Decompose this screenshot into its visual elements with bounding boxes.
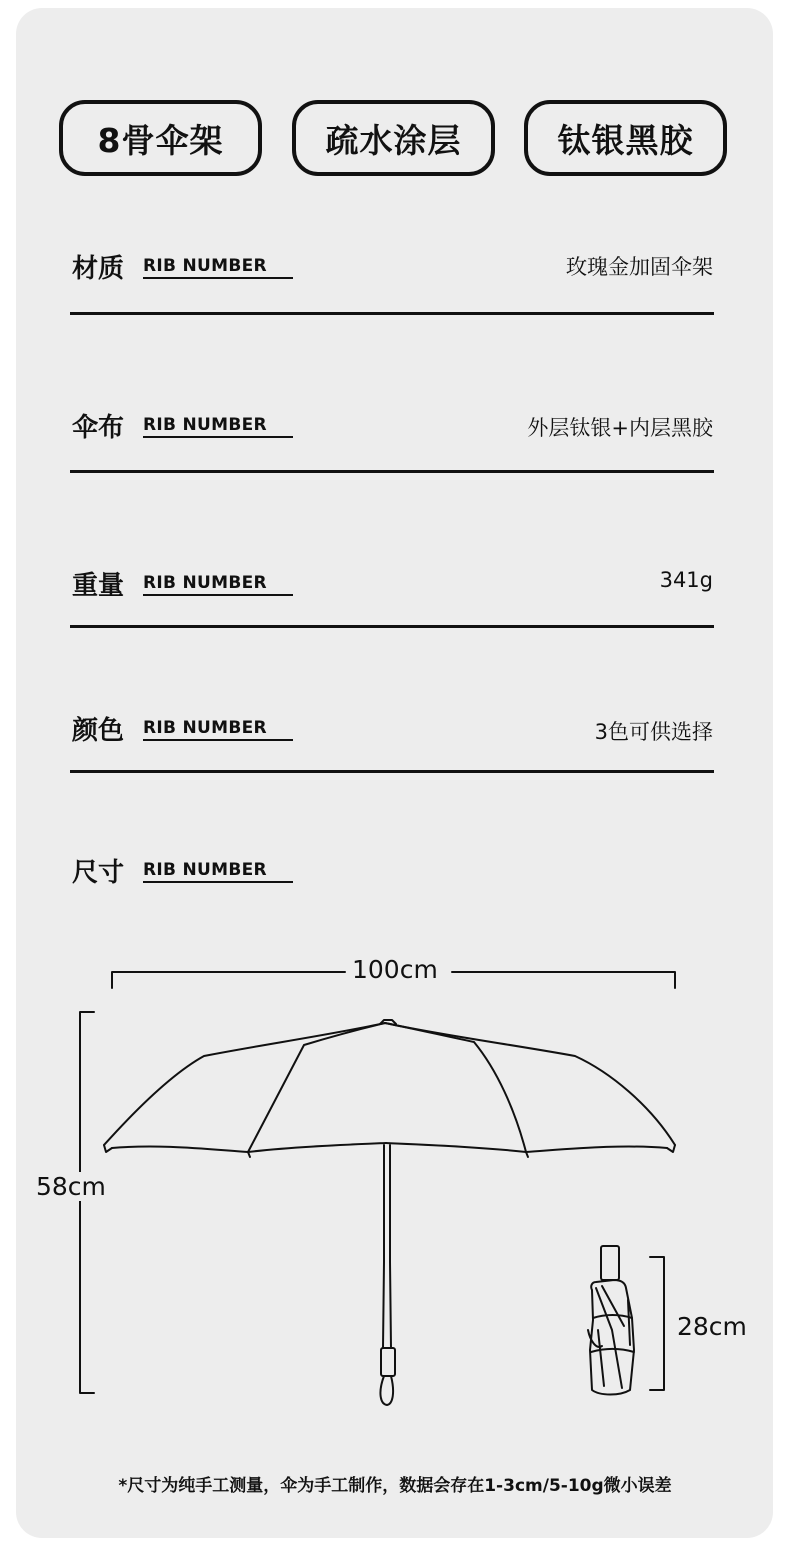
spec-value-fabric: 外层钛银+内层黑胶	[527, 416, 713, 440]
spec-sub-color: RIB NUMBER	[143, 718, 267, 738]
spec-value-color: 3色可供选择	[594, 720, 713, 744]
height-dimension-text: 58cm	[36, 1172, 106, 1201]
spec-label-color: 颜色	[72, 716, 125, 746]
folded-dimension-text: 28cm	[677, 1312, 747, 1341]
folded-umbrella-icon	[588, 1246, 634, 1395]
width-dimension-line	[112, 972, 345, 988]
spec-label-fabric: 伞布	[72, 413, 125, 443]
spec-value-material: 玫瑰金加固伞架	[566, 255, 713, 279]
measurement-note: *尺寸为纯手工测量，伞为手工制作，数据会存在1-3cm/5-10g微小误差	[118, 1476, 672, 1496]
spec-value-weight: 341g	[659, 568, 713, 592]
tag-rib-frame: 8骨伞架	[59, 100, 262, 176]
spec-sub-fabric: RIB NUMBER	[143, 415, 267, 435]
spec-label-material: 材质	[72, 254, 125, 284]
spec-label-weight: 重量	[72, 571, 125, 601]
width-dimension-text: 100cm	[352, 955, 438, 984]
size-sub: RIB NUMBER	[143, 860, 267, 880]
size-label: 尺寸	[72, 858, 125, 888]
folded-dimension-line	[650, 1257, 664, 1390]
height-dimension-line	[80, 1012, 94, 1393]
width-dimension-line	[452, 972, 675, 988]
tag-titanium-silver: 钛银黑胶	[524, 100, 727, 176]
spec-sub-material: RIB NUMBER	[143, 256, 267, 276]
spec-sub-weight: RIB NUMBER	[143, 573, 267, 593]
tag-hydrophobic-coating: 疏水涂层	[292, 100, 495, 176]
